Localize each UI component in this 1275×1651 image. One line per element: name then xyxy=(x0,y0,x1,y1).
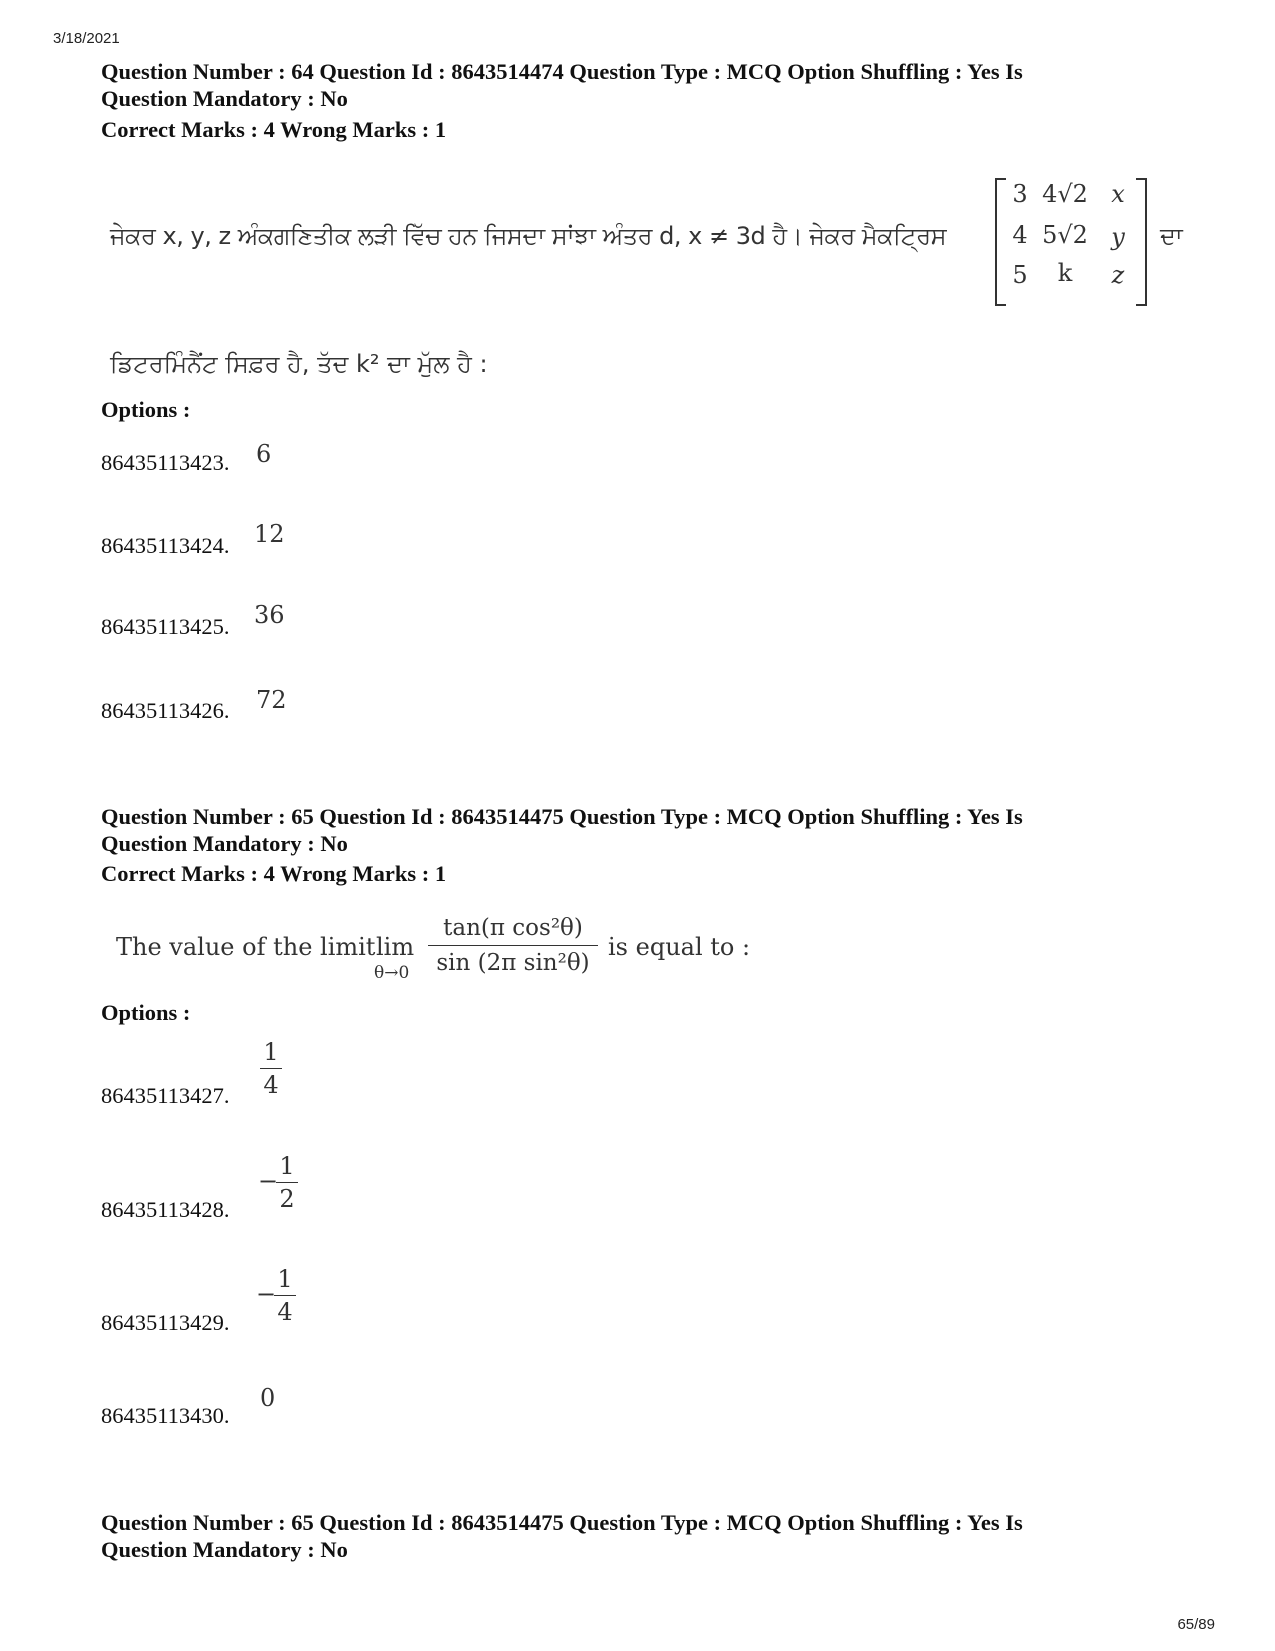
matrix-cell: 5√2 xyxy=(1042,221,1088,249)
option-id: 86435113425. xyxy=(101,614,230,639)
fraction-bar xyxy=(260,1068,282,1069)
question-64-matrix xyxy=(995,178,1147,304)
question-65-marks: Correct Marks : 4 Wrong Marks : 1 xyxy=(101,861,447,886)
option-id: 86435113429. xyxy=(101,1310,230,1335)
matrix-cell: y xyxy=(1111,223,1125,251)
limit-fraction xyxy=(428,913,598,978)
option-id: 86435113423. xyxy=(101,450,230,475)
option-fraction xyxy=(274,1264,296,1327)
fraction-denominator: 2 xyxy=(279,1185,295,1213)
question-65-header xyxy=(101,803,1181,857)
matrix-cell: 5 xyxy=(1012,261,1028,289)
fraction-denominator: 4 xyxy=(263,1071,279,1099)
question-65-repeat-header-line2: Question Mandatory : No xyxy=(101,1537,348,1562)
option-fraction xyxy=(276,1151,298,1214)
print-date: 3/18/2021 xyxy=(53,30,120,47)
limit-subscript: θ→0 xyxy=(374,963,410,983)
matrix-cell: 4√2 xyxy=(1042,180,1088,208)
question-64-header xyxy=(101,58,1181,112)
fraction-bar xyxy=(428,945,598,946)
question-65-repeat-header xyxy=(101,1509,1181,1563)
question-65-header-line1: Question Number : 65 Question Id : 8643514475 Question Type : MCQ Option Shuffling : Yes Is xyxy=(101,804,1023,829)
question-65-repeat-header-line1: Question Number : 65 Question Id : 8643514475 Question Type : MCQ Option Shuffling : Yes Is xyxy=(101,1510,1023,1535)
option-sign: − xyxy=(256,1280,277,1308)
question-65-text-prefix: The value of the limit xyxy=(116,933,376,961)
question-64-text-part1: ਜੇਕਰ x, y, z ਅੰਕਗਣਿਤੀਕ ਲੜੀ ਵਿੱਚ ਹਨ ਜਿਸਦਾ ਸਾਂਝਾ ਅੰਤਰ d, x ≠ 3d ਹੈ। ਜੇਕਰ ਮੈਕਟ੍ਰਿਸ xyxy=(110,222,947,250)
question-64-marks: Correct Marks : 4 Wrong Marks : 1 xyxy=(101,117,447,142)
question-64-header-line2: Question Mandatory : No xyxy=(101,86,348,111)
question-65-header-line2: Question Mandatory : No xyxy=(101,831,348,856)
fraction-numerator: 1 xyxy=(279,1152,295,1180)
option-value: 36 xyxy=(254,601,285,629)
page-number: 65/89 xyxy=(1177,1616,1215,1633)
question-64-header-line1: Question Number : 64 Question Id : 8643514474 Question Type : MCQ Option Shuffling : Yes Is xyxy=(101,59,1023,84)
option-value: 6 xyxy=(256,440,272,468)
option-id: 86435113427. xyxy=(101,1083,230,1108)
limit-numerator: tan(π cos²θ) xyxy=(443,915,583,941)
fraction-bar xyxy=(276,1182,298,1183)
fraction-numerator: 1 xyxy=(263,1038,279,1066)
limit-operator: lim xyxy=(376,933,415,961)
question-64-options-label: Options : xyxy=(101,397,191,422)
option-value: 0 xyxy=(260,1384,276,1412)
option-value: 72 xyxy=(256,686,287,714)
option-sign: − xyxy=(258,1167,279,1195)
option-fraction xyxy=(260,1037,282,1100)
matrix-cell: 3 xyxy=(1012,180,1028,208)
question-64-text-line2: ਡਿਟਰਮਿੰਨੈਂਟ ਸਿਫ਼ਰ ਹੈ, ਤੱਦ k² ਦਾ ਮੁੱਲ ਹੈ : xyxy=(110,350,488,378)
matrix-cell: z xyxy=(1111,261,1125,289)
question-65-options-label: Options : xyxy=(101,1000,191,1025)
fraction-numerator: 1 xyxy=(277,1265,293,1293)
option-id: 86435113428. xyxy=(101,1197,230,1222)
question-64-text-part2: ਦਾ xyxy=(1160,222,1183,250)
fraction-denominator: 4 xyxy=(277,1298,293,1326)
option-id: 86435113426. xyxy=(101,698,230,723)
matrix-cell: 4 xyxy=(1012,221,1028,249)
matrix-cell: k xyxy=(1057,259,1073,287)
matrix-cell: x xyxy=(1111,180,1125,208)
fraction-bar xyxy=(274,1295,296,1296)
limit-denominator: sin (2π sin²θ) xyxy=(436,950,590,976)
option-id: 86435113430. xyxy=(101,1403,230,1428)
option-id: 86435113424. xyxy=(101,533,230,558)
option-value: 12 xyxy=(254,520,285,548)
question-65-text-suffix: is equal to : xyxy=(608,933,751,961)
